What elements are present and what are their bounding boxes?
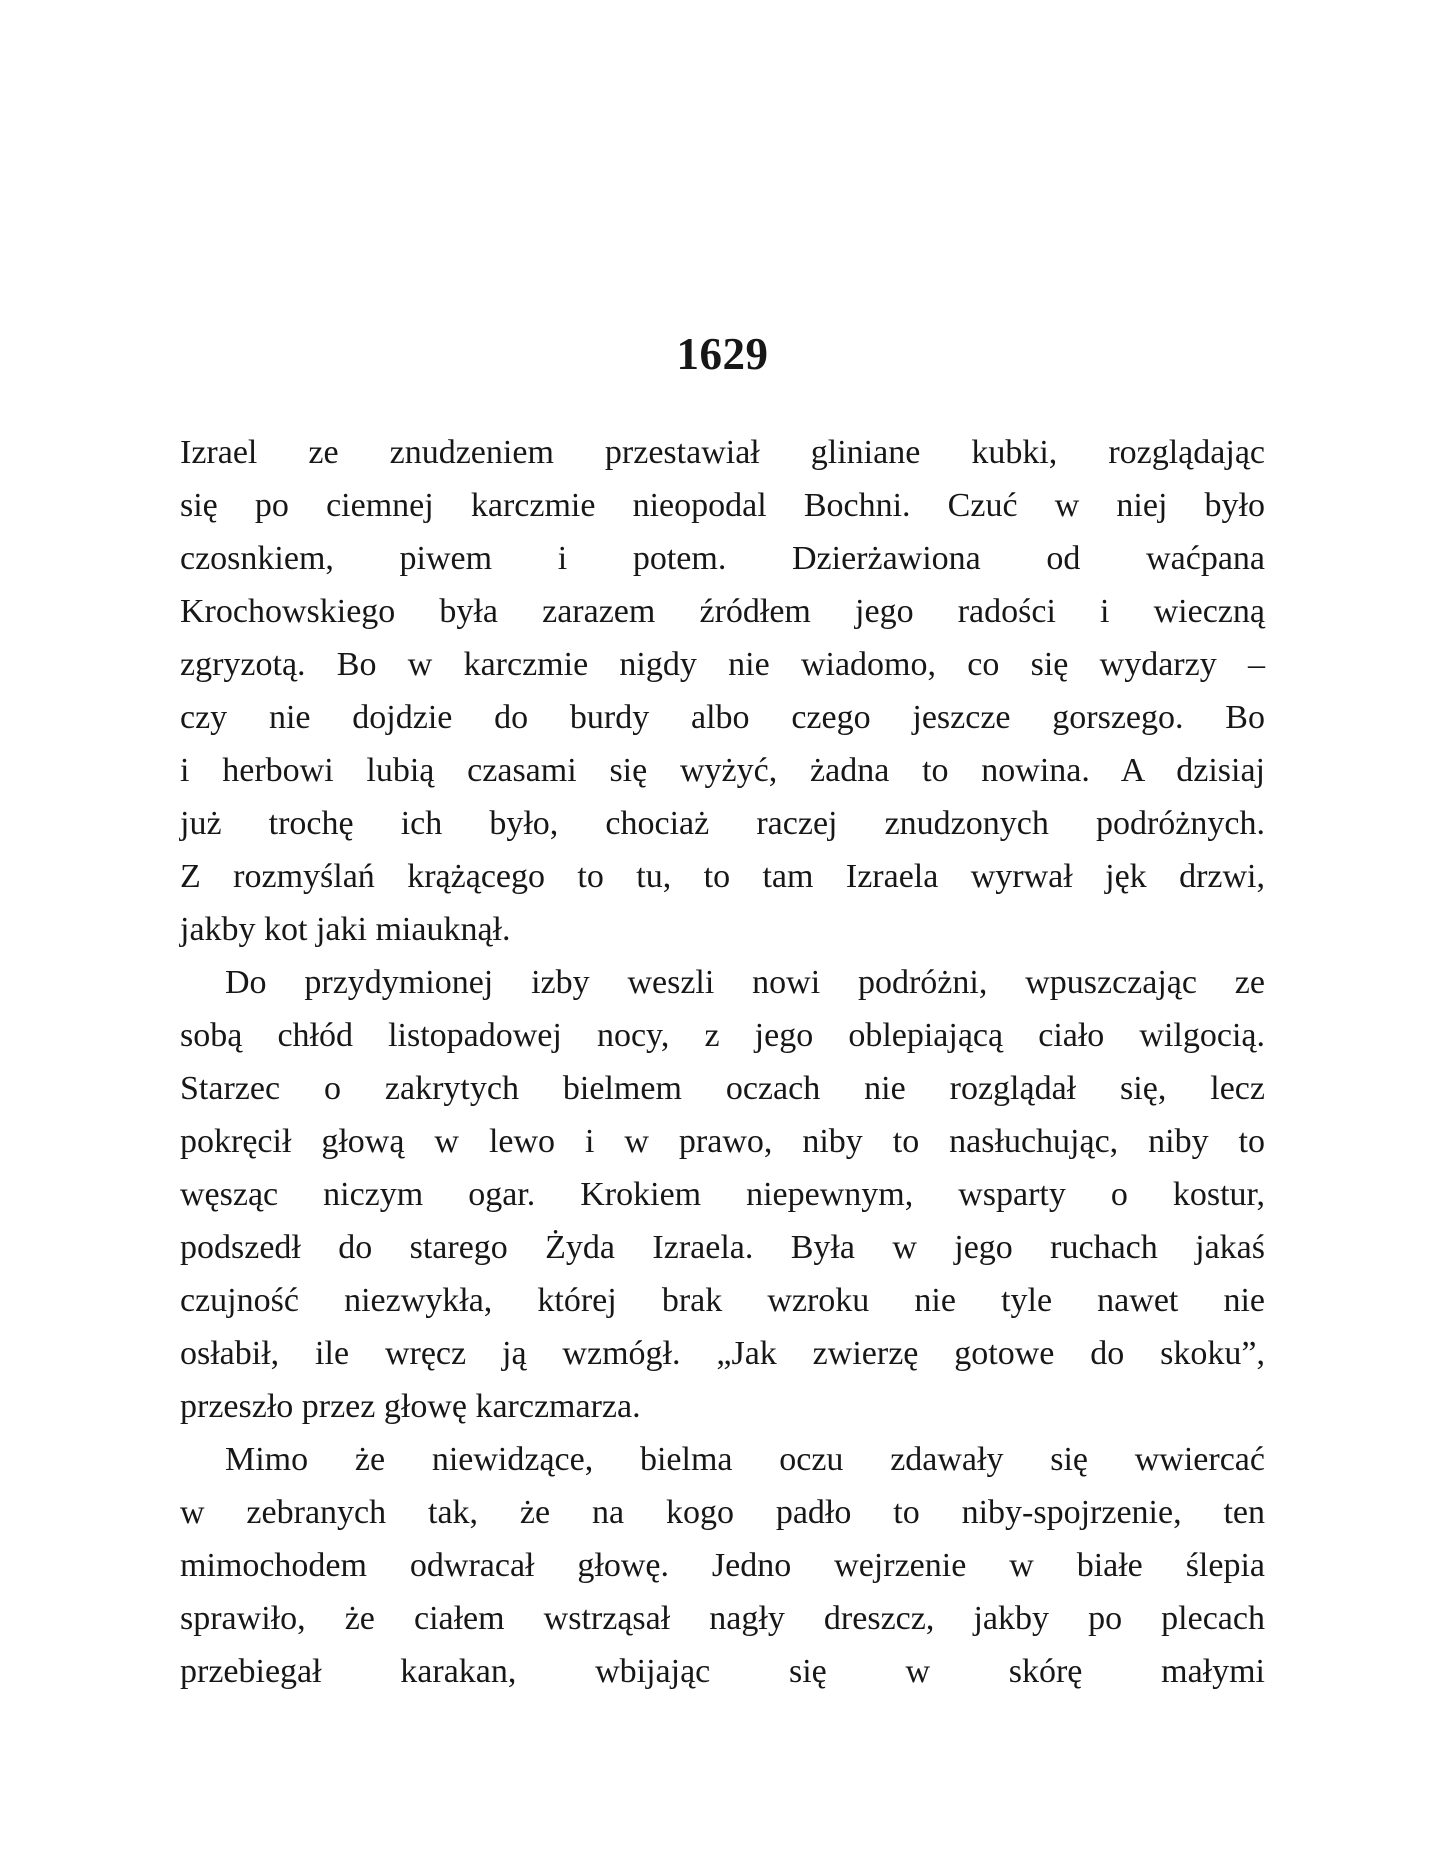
text-line: przebiegał karakan, wbijając się w skórę małymi <box>180 1653 1265 1690</box>
text-line: sobą chłód listopadowej nocy, z jego oblepiającą ciało wilgocią. <box>180 1017 1265 1054</box>
text-line: Izrael ze znudzeniem przestawiał gliniane kubki, rozglądając <box>180 434 1265 471</box>
text-line: pokręcił głową w lewo i w prawo, niby to nasłuchując, niby to <box>180 1123 1265 1160</box>
paragraph <box>180 1433 1265 1698</box>
text-line: osłabił, ile wręcz ją wzmógł. „Jak zwierzę gotowe do skoku”, <box>180 1335 1265 1372</box>
paragraph <box>180 956 1265 1433</box>
text-line: przeszło przez głowę karczmarza. <box>180 1388 641 1425</box>
text-line: czosnkiem, piwem i potem. Dzierżawiona od waćpana <box>180 540 1265 577</box>
text-line: Z rozmyślań krążącego to tu, to tam Izraela wyrwał jęk drzwi, <box>180 858 1265 895</box>
chapter-heading: 1629 <box>676 329 769 379</box>
text-line: mimochodem odwracał głowę. Jedno wejrzenie w białe ślepia <box>180 1547 1265 1584</box>
text-line: się po ciemnej karczmie nieopodal Bochni. Czuć w niej było <box>180 487 1265 524</box>
paragraph <box>180 426 1265 956</box>
text-line: jakby kot jaki miauknął. <box>180 911 511 948</box>
text-line: Do przydymionej izby weszli nowi podróżni, wpuszczając ze <box>225 964 1265 1001</box>
text-line: podszedł do starego Żyda Izraela. Była w jego ruchach jakaś <box>180 1229 1265 1266</box>
text-line: zgryzotą. Bo w karczmie nigdy nie wiadomo, co się wydarzy – <box>180 646 1265 683</box>
text-line: już trochę ich było, chociaż raczej znudzonych podróżnych. <box>180 805 1265 842</box>
text-line: Mimo że niewidzące, bielma oczu zdawały się wwiercać <box>225 1441 1265 1478</box>
text-line: czujność niezwykła, której brak wzroku nie tyle nawet nie <box>180 1282 1265 1319</box>
text-line: czy nie dojdzie do burdy albo czego jeszcze gorszego. Bo <box>180 699 1265 736</box>
text-line: sprawiło, że ciałem wstrząsał nagły dreszcz, jakby po plecach <box>180 1600 1265 1637</box>
text-line: w zebranych tak, że na kogo padło to niby-spojrzenie, ten <box>180 1494 1265 1531</box>
text-line: węsząc niczym ogar. Krokiem niepewnym, wsparty o kostur, <box>180 1176 1265 1213</box>
text-line: i herbowi lubią czasami się wyżyć, żadna to nowina. A dzisiaj <box>180 752 1265 789</box>
text-line: Starzec o zakrytych bielmem oczach nie rozglądał się, lecz <box>180 1070 1265 1107</box>
text-line: Krochowskiego była zarazem źródłem jego radości i wieczną <box>180 593 1265 630</box>
text-block <box>180 426 1265 1698</box>
